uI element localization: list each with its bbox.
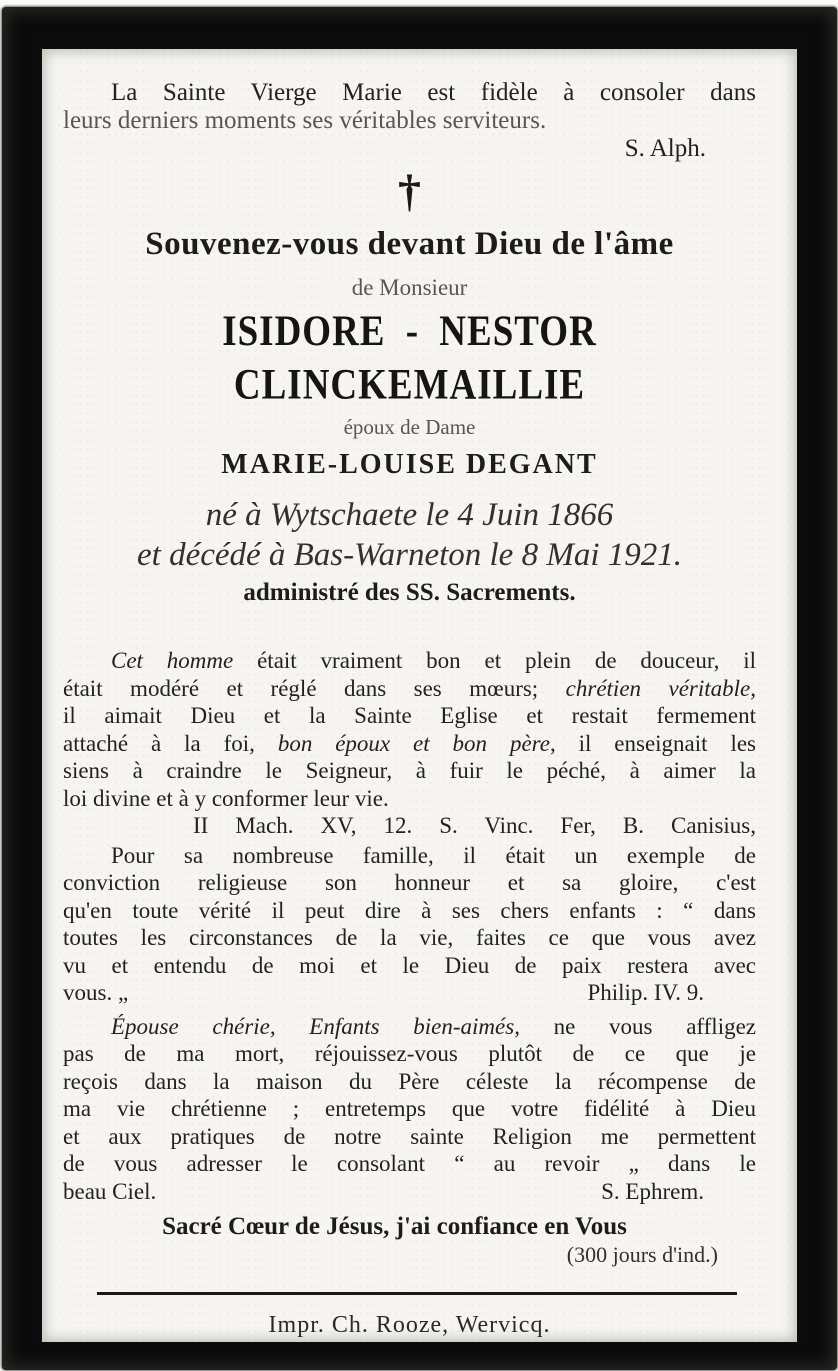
indulgence-note: (300 jours d'ind.) bbox=[566, 1242, 718, 1267]
eulogy-line: ma vie chrétienne ; entretemps que votre fidélité à Dieu bbox=[63, 1096, 756, 1121]
honorific-line: de Monsieur bbox=[351, 275, 468, 300]
eulogy-line: Pour sa nombreuse famille, il était un exemple de bbox=[111, 842, 756, 868]
sacraments-line: administré des SS. Sacrements. bbox=[243, 579, 576, 606]
deceased-name: ISIDORE - NESTOR CLINCKEMAILLIE bbox=[222, 307, 597, 409]
birth-line: né à Wytschaete le 4 Juin 1866 bbox=[205, 497, 614, 533]
prayer-line: Sacré Cœur de Jésus, j'ai confiance en Vous bbox=[162, 1213, 627, 1240]
eulogy-text bbox=[63, 647, 756, 1205]
eulogy-line: pas de ma mort, réjouissez-vous plutôt de ce que je bbox=[63, 1041, 756, 1066]
eulogy-line: et aux pratiques de notre sainte Religion me permettent bbox=[63, 1123, 756, 1149]
memorial-card bbox=[42, 49, 797, 1342]
eulogy-line: qu'en toute vérité il peut dire à ses chers enfants : “ dans bbox=[63, 897, 756, 923]
spouse-name: MARIE-LOUISE DEGANT bbox=[221, 449, 598, 480]
epigraph-line-2: leurs derniers moments ses véritables serviteurs. bbox=[63, 107, 547, 134]
imprint-line: Impr. Ch. Rooze, Wervicq. bbox=[268, 1312, 551, 1338]
eulogy-line: loi divine et à y conformer leur vie. bbox=[63, 785, 389, 811]
eulogy-line: vu et entendu de moi et le Dieu de paix restera avec bbox=[63, 952, 756, 978]
eulogy-line: Épouse chérie, Enfants bien-aimés, ne vous affligez bbox=[111, 1013, 756, 1039]
cross-icon: † bbox=[398, 165, 421, 216]
remembrance-heading: Souvenez-vous devant Dieu de l'âme bbox=[145, 226, 674, 262]
divider-rule bbox=[97, 1292, 737, 1295]
scripture-citation-1: II Mach. XV, 12. S. Vinc. Fer, B. Canisius, bbox=[193, 813, 756, 838]
epigraph bbox=[63, 79, 756, 163]
eulogy-paragraph-3 bbox=[63, 1013, 756, 1206]
eulogy-line: attaché à la foi, bon époux et bon père, il enseignait les bbox=[63, 730, 756, 756]
eulogy-line: reçois dans la maison du Père céleste la récompense de bbox=[63, 1068, 756, 1094]
epigraph-attribution: S. Alph. bbox=[624, 135, 706, 162]
card-content bbox=[63, 49, 756, 1339]
eulogy-line: Cet homme était vraiment bon et plein de douceur, il bbox=[111, 648, 756, 673]
eulogy-paragraph-2 bbox=[63, 842, 756, 1007]
death-line: et décédé à Bas-Warneton le 8 Mai 1921. bbox=[137, 537, 682, 573]
eulogy-line: était modéré et réglé dans ses mœurs; chrétien véritable, bbox=[63, 675, 756, 701]
eulogy-line: beau Ciel. S. Ephrem. bbox=[63, 1178, 756, 1206]
eulogy-line: toutes les circonstances de la vie, faites ce que vous avez bbox=[63, 925, 756, 950]
eulogy-line: vous. „ Philip. IV. 9. bbox=[63, 979, 756, 1007]
epigraph-line-1: La Sainte Vierge Marie est fidèle à consoler dans bbox=[111, 79, 756, 106]
scripture-citation-2: Philip. IV. 9. bbox=[587, 980, 704, 1005]
eulogy-line: il aimait Dieu et la Sainte Eglise et restait fermement bbox=[63, 703, 756, 728]
spouse-prefix-line: époux de Dame bbox=[343, 415, 476, 439]
life-dates bbox=[63, 495, 756, 575]
eulogy-paragraph-1 bbox=[63, 647, 756, 840]
eulogy-line: conviction religieuse son honneur et sa gloire, c'est bbox=[63, 870, 756, 895]
eulogy-line: siens à craindre le Seigneur, à fuir le péché, à aimer la bbox=[63, 758, 756, 783]
saint-attribution: S. Ephrem. bbox=[601, 1178, 704, 1204]
eulogy-line: de vous adresser le consolant “ au revoir „ dans le bbox=[63, 1151, 756, 1176]
mourning-border bbox=[2, 7, 837, 1370]
